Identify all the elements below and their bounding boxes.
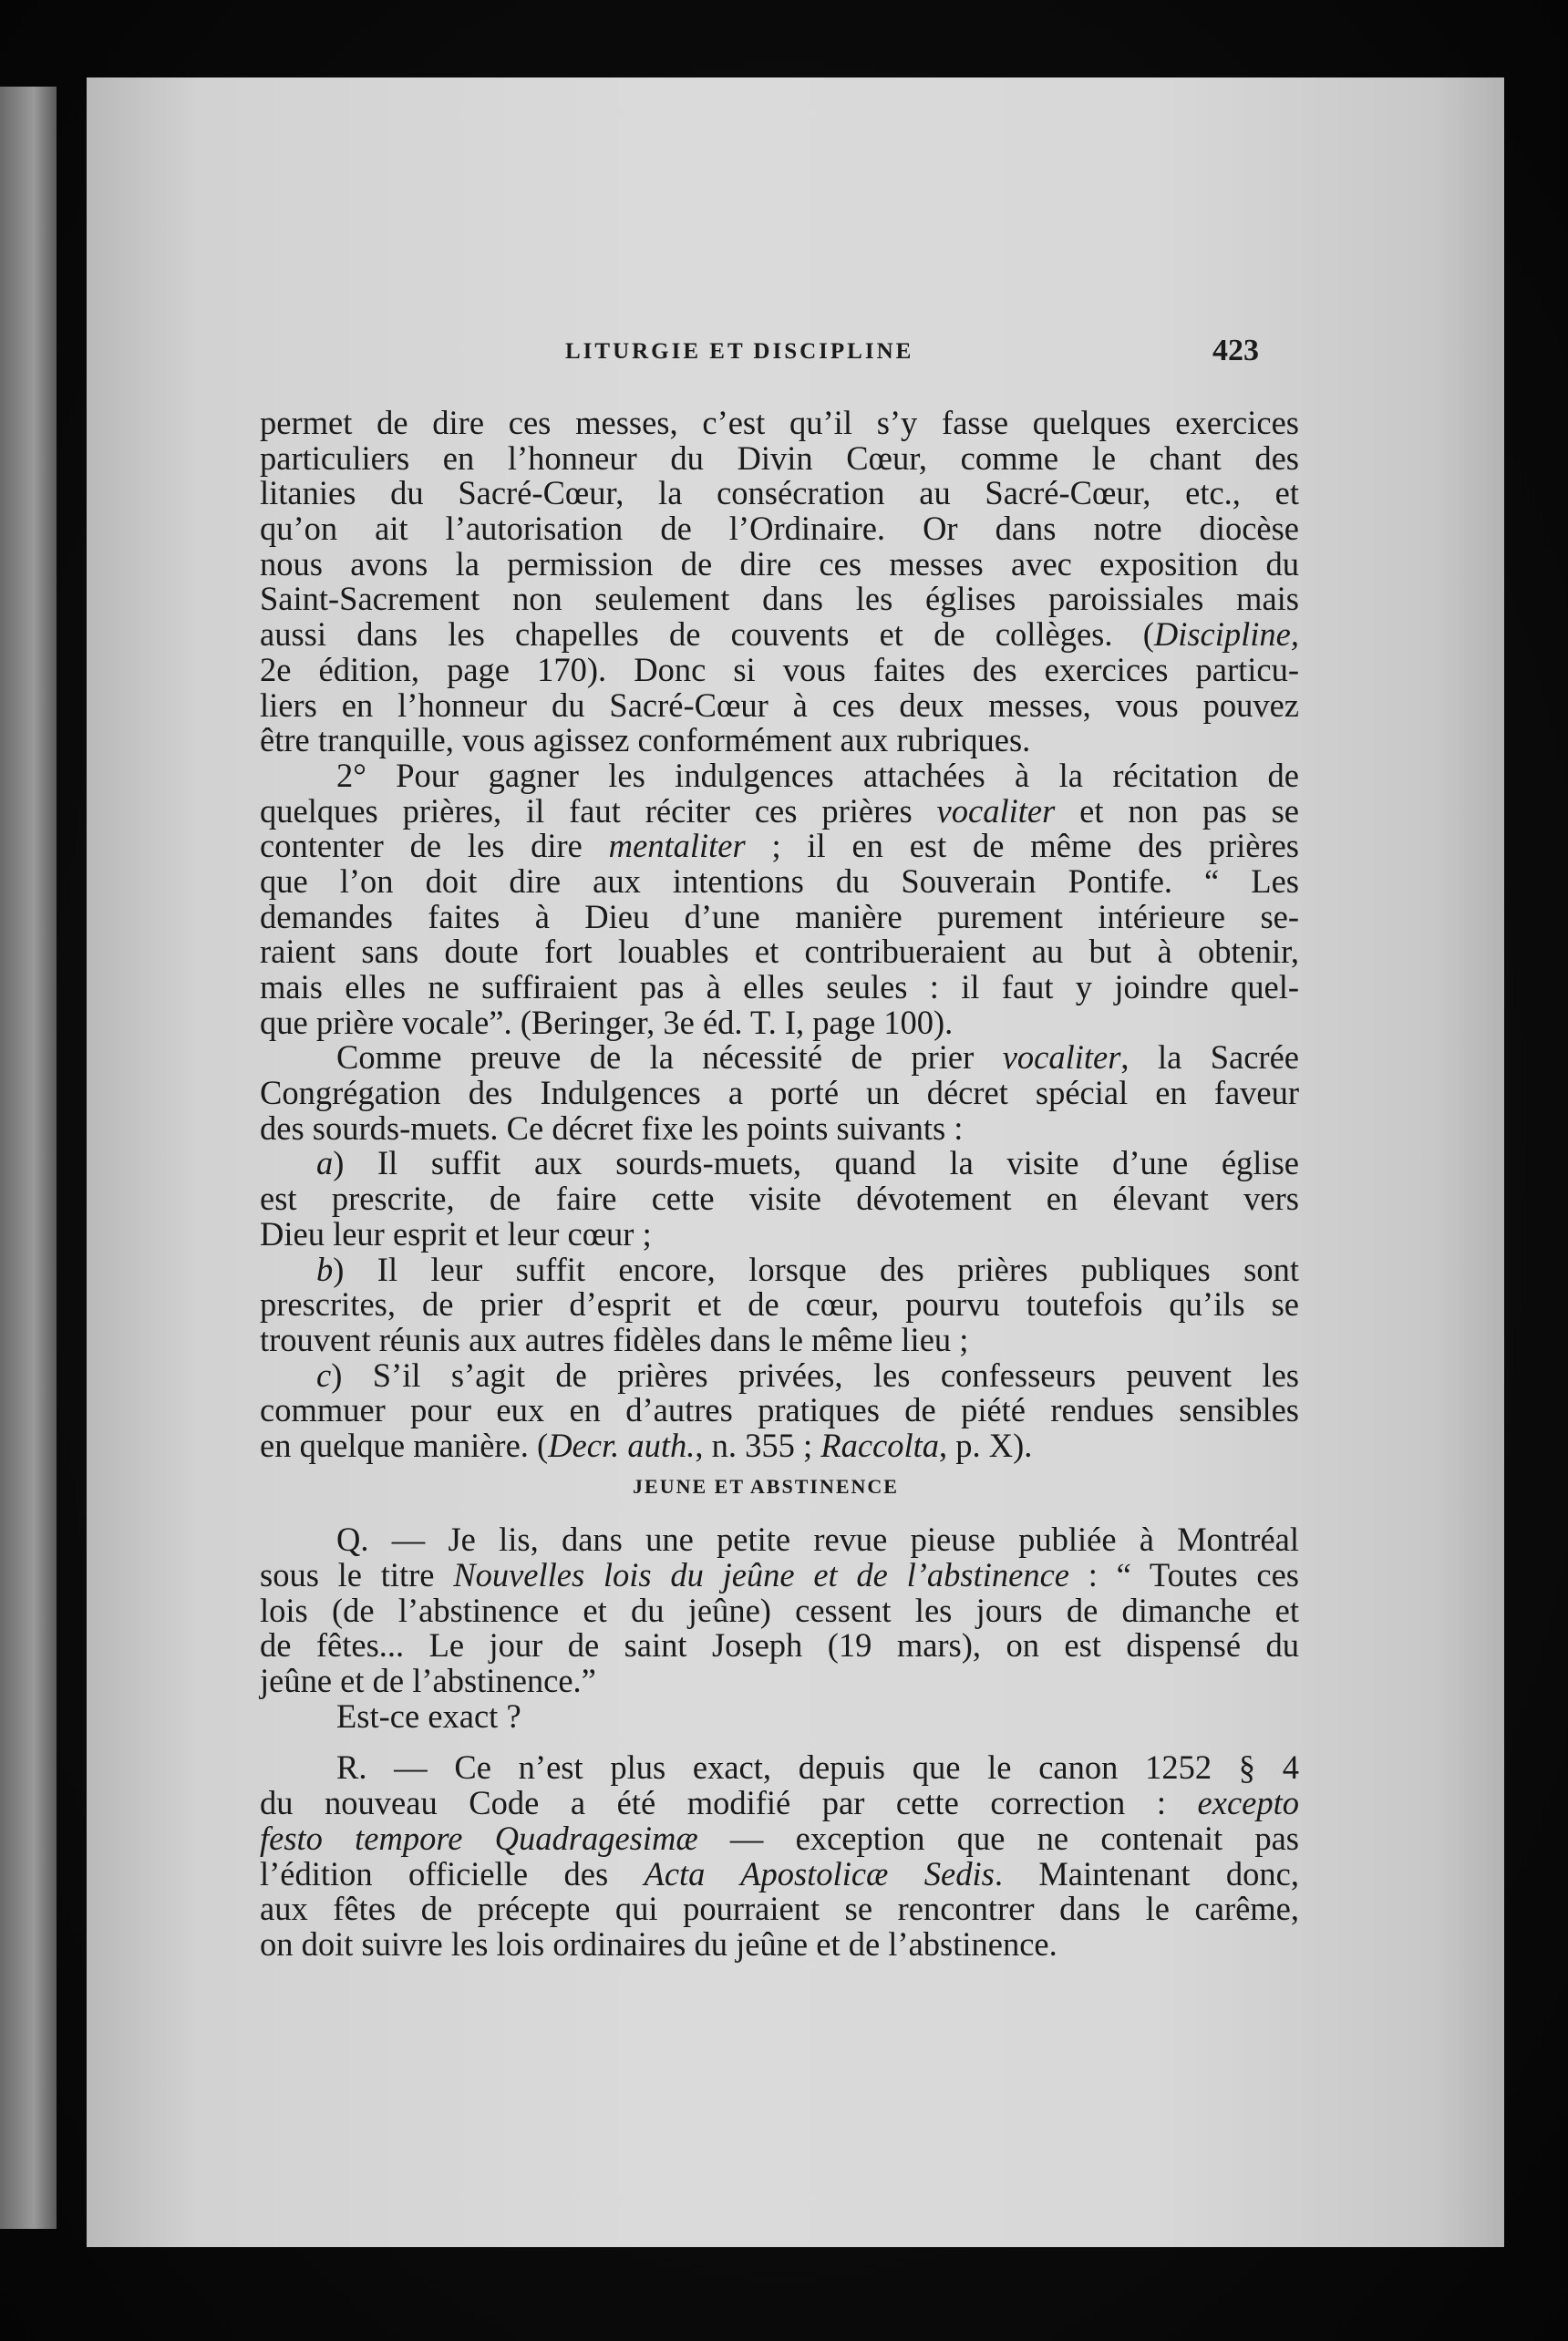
text-line: on doit suivre les lois ordinaires du jeûne et de l’abstinence. xyxy=(260,1924,1057,1963)
text-line: festo tempore Quadragesimæ — exception que ne contenait pas xyxy=(260,1819,1299,1857)
text-line: 2° Pour gagner les indulgences attachées à la récitation de xyxy=(336,756,1299,794)
text-line: Est-ce exact ? xyxy=(336,1696,521,1735)
answer-line: R. — Ce n’est plus exact, depuis que le canon 1252 § 4 xyxy=(336,1748,1299,1787)
text-line: mais elles ne suffiraient pas à elles seules : il faut y joindre quel- xyxy=(260,968,1299,1005)
text-line: que prière vocale”. (Beringer, 3e éd. T. I, page 100). xyxy=(260,1003,954,1041)
text-line: litanies du Sacré-Cœur, la consécration au Sacré-Cœur, etc., et xyxy=(260,474,1299,512)
text-line: nous avons la permission de dire ces messes avec exposition du xyxy=(260,544,1299,583)
text-line: aux fêtes de précepte qui pourraient se rencontrer dans le carême, xyxy=(260,1890,1299,1928)
text-line: Saint-Sacrement non seulement dans les églises paroissiales mais xyxy=(260,580,1299,618)
body-text xyxy=(260,406,1299,1963)
text-line: est prescrite, de faire cette visite dévotement en élevant vers xyxy=(260,1180,1299,1218)
text-line: aussi dans les chapelles de couvents et de collèges. (Discipline, xyxy=(260,615,1299,654)
list-item-b: b) Il leur suffit encore, lorsque des prières publiques sont xyxy=(316,1250,1299,1288)
page-number: 423 xyxy=(1212,334,1259,367)
text-line: particuliers en l’honneur du Divin Cœur, comme le chant des xyxy=(260,438,1299,477)
text-line: que l’on doit dire aux intentions du Souverain Pontife. “ Les xyxy=(260,861,1299,900)
text-line: Congrégation des Indulgences a porté un décret spécial en faveur xyxy=(260,1074,1299,1112)
text-line: Comme preuve de la nécessité de prier vocaliter, la Sacrée xyxy=(336,1038,1299,1077)
text-line: l’édition officielle des Acta Apostolicæ Sedis. Maintenant donc, xyxy=(260,1854,1300,1892)
text-line: quelques prières, il faut réciter ces prières vocaliter et non pas se xyxy=(260,791,1299,830)
citation-title: Discipline, xyxy=(1153,615,1299,654)
text-line: des sourds-muets. Ce décret fixe les points suivants : xyxy=(260,1109,964,1147)
facing-page-edge xyxy=(0,87,57,2229)
text-line: de fêtes... Le jour de saint Joseph (19 mars), on est dispensé du xyxy=(260,1626,1299,1665)
running-head: LITURGIE ET DISCIPLINE xyxy=(565,339,914,364)
text-line: permet de dire ces messes, c’est qu’il s’y fasse quelques exercices xyxy=(260,404,1299,441)
text-line: Dieu leur esprit et leur cœur ; xyxy=(260,1214,652,1253)
list-item-c: c) S’il s’agit de prières privées, les confesseurs peuvent les xyxy=(316,1356,1299,1394)
text-line: commuer pour eux en d’autres pratiques de piété rendues sensibles xyxy=(260,1391,1299,1429)
text-line: sous le titre Nouvelles lois du jeûne et de l’abstinence : “ Toutes ces xyxy=(260,1556,1299,1593)
text-line: être tranquille, vous agissez conformément aux rubriques. xyxy=(260,721,1031,759)
list-item-a: a) Il suffit aux sourds-muets, quand la visite d’une église xyxy=(316,1144,1299,1182)
text-line: jeûne et de l’abstinence.” xyxy=(260,1662,596,1700)
text-line: trouvent réunis aux autres fidèles dans le même lieu ; xyxy=(260,1320,969,1358)
text-line: liers en l’honneur du Sacré-Cœur à ces deux messes, vous pouvez xyxy=(260,686,1299,724)
text-line: 2e édition, page 170). Donc si vous faites des exercices particu- xyxy=(260,650,1299,688)
text-line: en quelque manière. (Decr. auth., n. 355 ; Raccolta, p. X). xyxy=(260,1426,1033,1464)
section-title: JEUNE ET ABSTINENCE xyxy=(633,1474,899,1498)
text-line: du nouveau Code a été modifié par cette correction : excepto xyxy=(260,1784,1299,1822)
text-line: prescrites, de prier d’esprit et de cœur, pourvu toutefois qu’ils se xyxy=(260,1285,1299,1324)
text-line: qu’on ait l’autorisation de l’Ordinaire. Or dans notre diocèse xyxy=(260,510,1299,548)
text-line: demandes faites à Dieu d’une manière purement intérieure se- xyxy=(260,897,1299,935)
text-line: lois (de l’abstinence et du jeûne) cessent les jours de dimanche et xyxy=(260,1591,1299,1629)
text-line: contenter de les dire mentaliter ; il en est de même des prières xyxy=(260,827,1299,865)
text-line: raient sans doute fort louables et contribueraient au but à obtenir, xyxy=(260,933,1299,971)
question-line: Q. — Je lis, dans une petite revue pieuse publiée à Montréal xyxy=(336,1521,1299,1559)
